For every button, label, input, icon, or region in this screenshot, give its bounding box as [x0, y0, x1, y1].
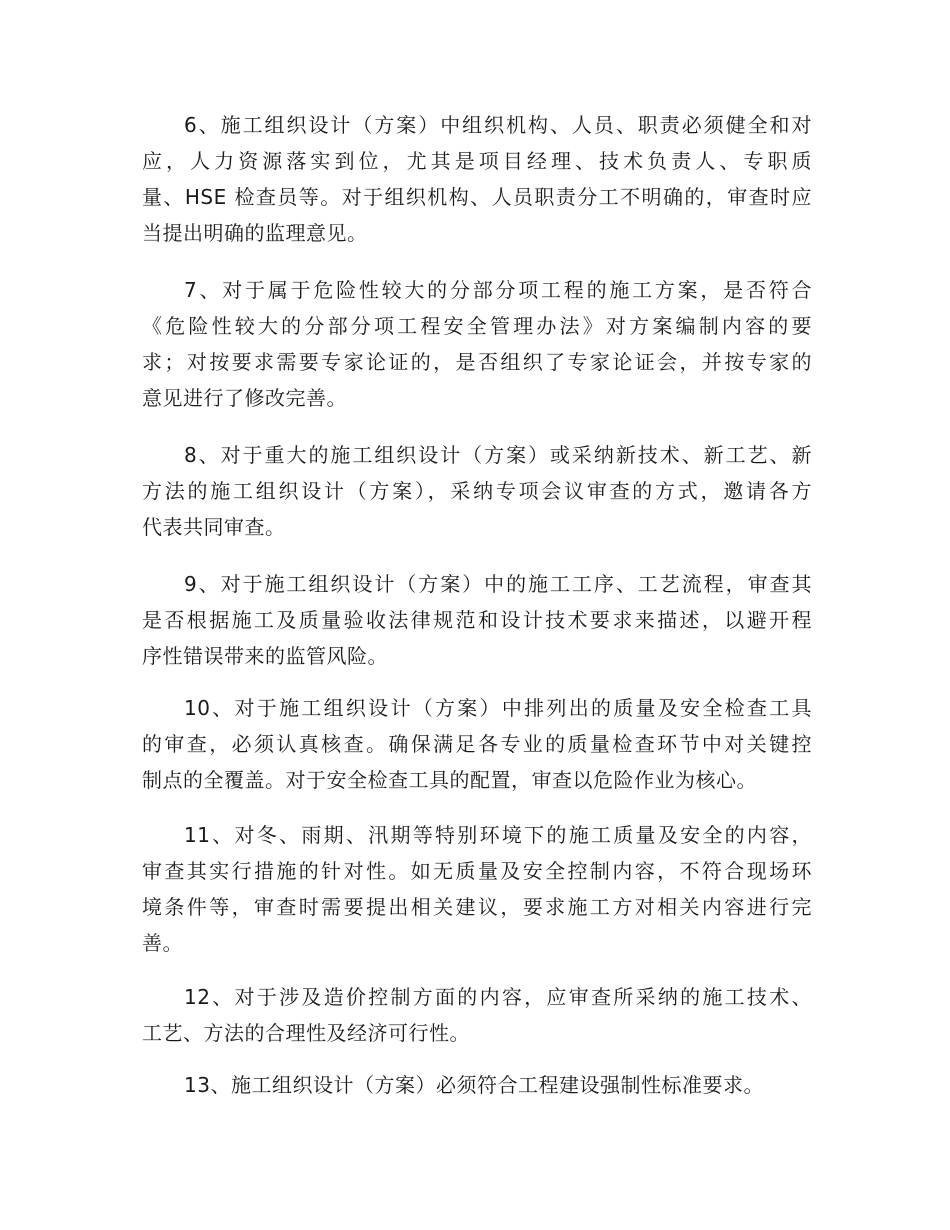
text-line: 6、施工组织设计（方案）中组织机构、人员、职责必须健全和对	[184, 113, 812, 137]
text-line: 当提出明确的监理意见。	[142, 221, 368, 245]
text-line: 9、对于施工组织设计（方案）中的施工工序、工艺流程，审查其	[184, 572, 812, 596]
text-line: 审查其实行措施的针对性。如无质量及安全控制内容，不符合现场环	[142, 859, 812, 883]
paragraph-8	[142, 437, 812, 545]
text-line: 制点的全覆盖。对于安全检查工具的配置，审查以危险作业为核心。	[142, 768, 757, 792]
text-line: 应，人力资源落实到位，尤其是项目经理、技术负责人、专职质	[142, 149, 812, 173]
text-line: 是否根据施工及质量验收法律规范和设计技术要求来描述，以避开程	[142, 608, 812, 632]
text-line: 《危险性较大的分部分项工程安全管理办法》对方案编制内容的要	[142, 314, 812, 338]
text-line: 11、对冬、雨期、汛期等特别环境下的施工质量及安全的内容，	[184, 823, 812, 847]
paragraph-12	[142, 979, 812, 1051]
text-line: 意见进行了修改完善。	[142, 386, 347, 410]
paragraph-10	[142, 690, 812, 798]
text-line: 8、对于重大的施工组织设计（方案）或采纳新技术、新工艺、新	[184, 443, 812, 467]
text-line: 代表共同审查。	[142, 515, 286, 539]
text-line: 7、对于属于危险性较大的分部分项工程的施工方案，是否符合	[184, 278, 812, 302]
text-line: 13、施工组织设计（方案）必须符合工程建设强制性标准要求。	[184, 1073, 764, 1097]
text-line: 方法的施工组织设计（方案），采纳专项会议审查的方式，邀请各方	[142, 479, 812, 503]
text-line: 序性错误带来的监管风险。	[142, 644, 388, 668]
paragraph-7	[142, 272, 812, 416]
text-line: 12、对于涉及造价控制方面的内容，应审查所采纳的施工技术、	[184, 985, 812, 1009]
text-line: 善。	[142, 931, 183, 955]
paragraph-9	[142, 566, 812, 674]
text-line: 量、HSE 检查员等。对于组织机构、人员职责分工不明确的，审查时应	[142, 185, 812, 209]
paragraph-6	[142, 107, 812, 251]
text-line: 工艺、方法的合理性及经济可行性。	[142, 1021, 470, 1045]
text-line: 求；对按要求需要专家论证的，是否组织了专家论证会，并按专家的	[142, 350, 812, 374]
text-line: 境条件等，审查时需要提出相关建议，要求施工方对相关内容进行完	[142, 895, 812, 919]
text-line: 10、对于施工组织设计（方案）中排列出的质量及安全检查工具	[184, 696, 812, 720]
paragraph-13	[142, 1067, 812, 1103]
paragraph-11	[142, 817, 812, 961]
text-line: 的审查，必须认真核查。确保满足各专业的质量检查环节中对关键控	[142, 732, 812, 756]
